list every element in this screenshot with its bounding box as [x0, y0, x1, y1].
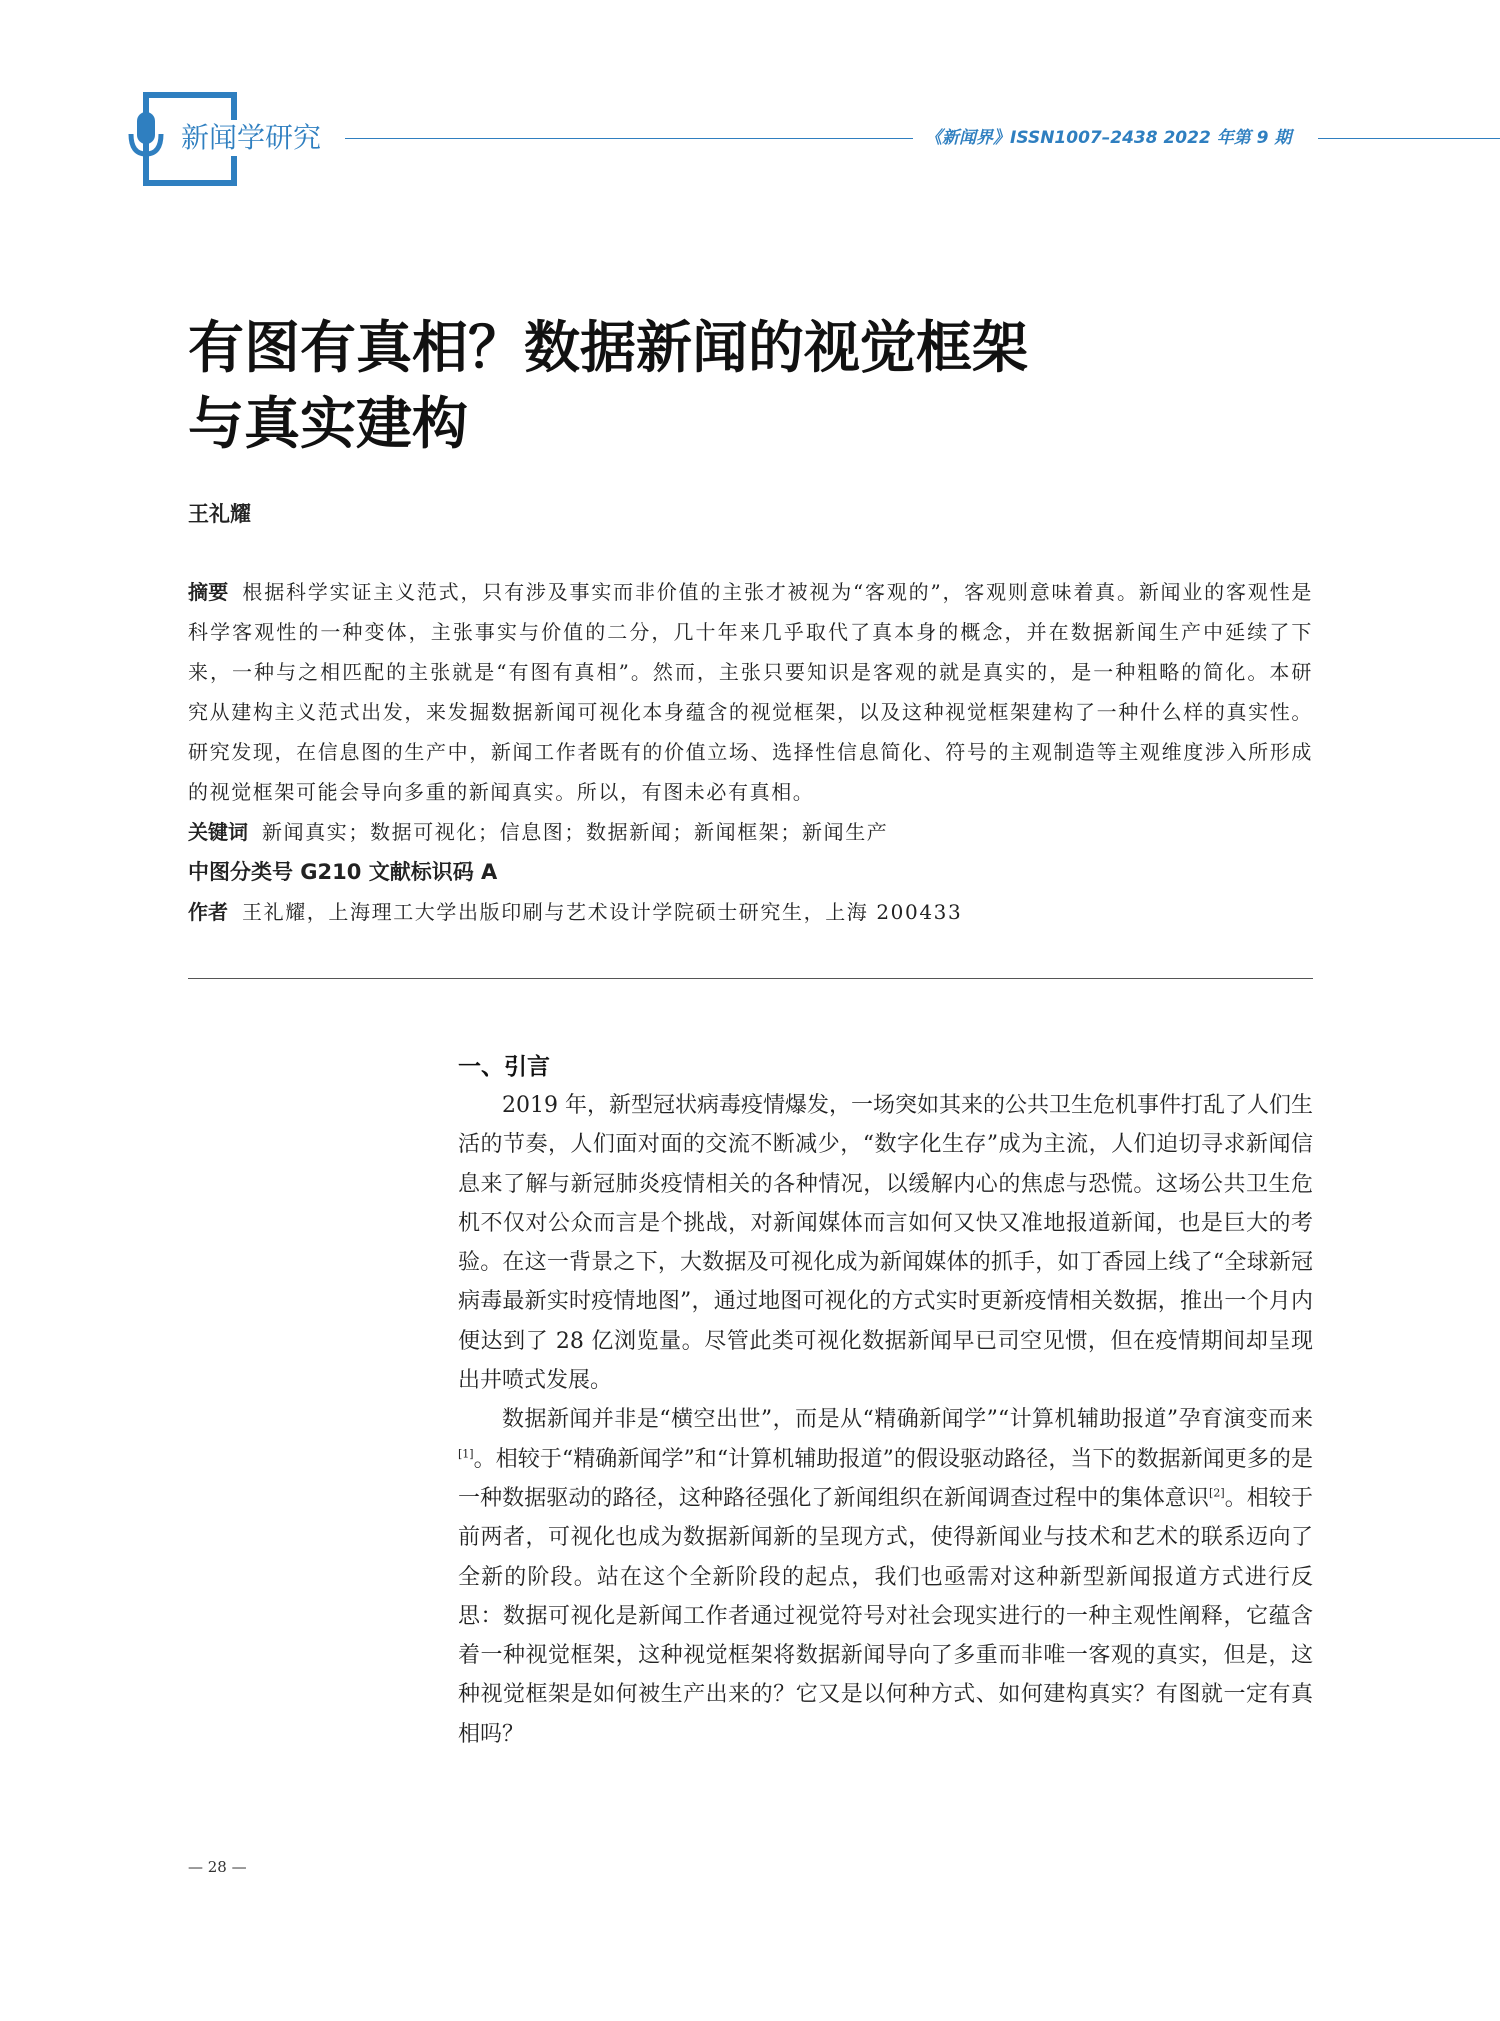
paragraph-2-part-c: 。相较于前两者，可视化也成为数据新闻新的呈现方式，使得新闻业与技术和艺术的联系迈向了全新的阶段。站在这个全新阶段的起点，我们也亟需对这种新型新闻报道方式进行反思：数据可视化是新闻工作者通过视觉符号对社会现实进行的一种主观性阐释，它蕴含着一种视觉框架，这种视觉框架将数据新闻导向了多重而非唯一客观的真实，但是，这种视觉框架是如何被生产出来的？它又是以何种方式、如何建构真实？有图就一定有真相吗？ [458, 1485, 1313, 1747]
article-meta [188, 572, 1313, 932]
author-info [188, 892, 1313, 932]
article-body [458, 1048, 1313, 1754]
classification: 中图分类号 G210 文献标识码 A [188, 860, 498, 884]
section-name: 新闻学研究 [177, 120, 325, 156]
author-info-label: 作者 [188, 900, 228, 924]
keywords-label: 关键词 [188, 820, 248, 844]
header-divider-right [1318, 138, 1500, 139]
meta-divider [188, 978, 1313, 979]
reference-1[interactable]: [1] [458, 1447, 474, 1461]
paragraph-1: 2019 年，新型冠状病毒疫情爆发，一场突如其来的公共卫生危机事件打乱了人们生活的节奏，人们面对面的交流不断减少，“数字化生存”成为主流，人们迫切寻求新闻信息来了解与新冠肺炎疫情相关的各种情况，以缓解内心的焦虑与恐慌。这场公共卫生危机不仅对公众而言是个挑战，对新闻媒体而言如何又快又准地报道新闻，也是巨大的考验。在这一背景之下，大数据及可视化成为新闻媒体的抓手，如丁香园上线了“全球新冠病毒最新实时疫情地图”，通过地图可视化的方式实时更新疫情相关数据，推出一个月内便达到了 28 亿浏览量。尽管此类可视化数据新闻早已司空见惯，但在疫情期间却呈现出井喷式发展。 [458, 1093, 1313, 1394]
header-divider-left [345, 138, 913, 139]
author-info-text: 王礼耀，上海理工大学出版印刷与艺术设计学院硕士研究生，上海 200433 [242, 900, 963, 924]
author-name: 王礼耀 [188, 502, 251, 526]
page-number: — 28 — [188, 1858, 247, 1876]
paragraph-2 [458, 1400, 1313, 1754]
paragraph-2-part-b: 。相较于“精确新闻学”和“计算机辅助报道”的假设驱动路径，当下的数据新闻更多的是一种数据驱动的路径，这种路径强化了新闻组织在新闻调查过程中的集体意识 [458, 1446, 1313, 1511]
abstract-label: 摘要 [188, 580, 229, 604]
article-title [188, 310, 1188, 462]
keywords [188, 812, 1313, 852]
microphone-icon [128, 110, 164, 168]
title-line-1: 有图有真相？数据新闻的视觉框架 [188, 315, 1028, 381]
paragraph-2-part-a: 数据新闻并非是“横空出世”，而是从“精确新闻学”“计算机辅助报道”孕育演变而来 [502, 1407, 1313, 1433]
title-line-2: 与真实建构 [188, 391, 468, 457]
journal-info: 《新闻界》ISSN1007–2438 2022 年第 9 期 [925, 128, 1292, 148]
reference-2[interactable]: [2] [1209, 1486, 1225, 1500]
abstract [188, 572, 1313, 812]
keywords-text: 新闻真实；数据可视化；信息图；数据新闻；新闻框架；新闻生产 [262, 820, 889, 844]
section-heading: 一、引言 [458, 1054, 550, 1080]
abstract-text: 根据科学实证主义范式，只有涉及事实而非价值的主张才被视为“客观的”，客观则意味着真。新闻业的客观性是科学客观性的一种变体，主张事实与价值的二分，几十年来几乎取代了真本身的概念，并在数据新闻生产中延续了下来，一种与之相匹配的主张就是“有图有真相”。然而，主张只要知识是客观的就是真实的，是一种粗略的简化。本研究从建构主义范式出发，来发掘数据新闻可视化本身蕴含的视觉框架，以及这种视觉框架建构了一种什么样的真实性。研究发现，在信息图的生产中，新闻工作者既有的价值立场、选择性信息简化、符号的主观制造等主观维度涉入所形成的视觉框架可能会导向多重的新闻真实。所以，有图未必有真相。 [188, 580, 1314, 804]
